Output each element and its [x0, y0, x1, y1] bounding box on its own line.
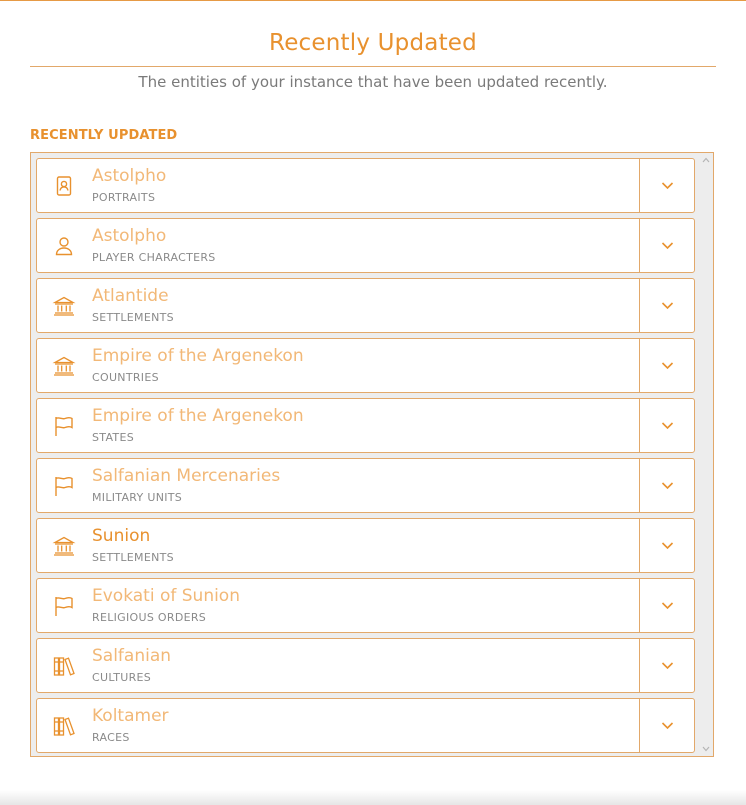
page-subtitle: The entities of your instance that have been updated recently.	[138, 73, 608, 91]
entity-card[interactable]	[36, 338, 695, 393]
entity-name[interactable]: Astolpho	[92, 166, 167, 186]
entity-name[interactable]: Sunion	[92, 526, 151, 546]
flag-icon	[51, 593, 77, 619]
entity-name[interactable]: Salfanian	[92, 646, 172, 666]
chevron-down-icon	[661, 721, 674, 730]
expand-button[interactable]	[639, 639, 694, 692]
expand-button[interactable]	[639, 699, 694, 752]
entity-card[interactable]	[36, 458, 695, 513]
entity-card[interactable]	[36, 278, 695, 333]
entity-card[interactable]	[36, 218, 695, 273]
expand-button[interactable]	[639, 579, 694, 632]
entity-type: STATES	[92, 431, 134, 444]
scrollbar[interactable]	[699, 153, 713, 756]
entity-type: RELIGIOUS ORDERS	[92, 611, 207, 624]
entity-card[interactable]	[36, 578, 695, 633]
flag-icon	[51, 473, 77, 499]
person-icon	[51, 233, 77, 259]
building-icon	[51, 353, 77, 379]
entity-name[interactable]: Empire of the Argenekon	[92, 406, 304, 426]
expand-button[interactable]	[639, 399, 694, 452]
scroll-down-icon[interactable]	[702, 746, 710, 752]
chevron-down-icon	[661, 181, 674, 190]
entity-type: PORTRAITS	[92, 191, 156, 204]
building-icon	[51, 533, 77, 559]
section-label: RECENTLY UPDATED	[30, 128, 178, 143]
entity-type: SETTLEMENTS	[92, 311, 174, 324]
entity-name[interactable]: Astolpho	[92, 226, 167, 246]
chevron-down-icon	[661, 481, 674, 490]
expand-button[interactable]	[639, 279, 694, 332]
chevron-down-icon	[661, 421, 674, 430]
building-icon	[51, 293, 77, 319]
entity-type: SETTLEMENTS	[92, 551, 174, 564]
entity-name[interactable]: Salfanian Mercenaries	[92, 466, 281, 486]
chevron-down-icon	[661, 241, 674, 250]
scroll-up-icon[interactable]	[702, 157, 710, 163]
entity-type: PLAYER CHARACTERS	[92, 251, 216, 264]
entity-name[interactable]: Koltamer	[92, 706, 169, 726]
flag-icon	[51, 413, 77, 439]
recently-updated-list[interactable]	[30, 152, 714, 757]
entity-card[interactable]	[36, 158, 695, 213]
entity-card[interactable]	[36, 638, 695, 693]
entity-name[interactable]: Atlantide	[92, 286, 169, 306]
expand-button[interactable]	[639, 519, 694, 572]
portrait-icon	[51, 173, 77, 199]
entity-card[interactable]	[36, 698, 695, 753]
expand-button[interactable]	[639, 339, 694, 392]
entity-type: CULTURES	[92, 671, 152, 684]
entity-card[interactable]	[36, 398, 695, 453]
expand-button[interactable]	[639, 459, 694, 512]
chevron-down-icon	[661, 661, 674, 670]
chevron-down-icon	[661, 301, 674, 310]
entity-name[interactable]: Evokati of Sunion	[92, 586, 240, 606]
entity-card[interactable]	[36, 518, 695, 573]
title-divider	[30, 66, 716, 67]
expand-button[interactable]	[639, 159, 694, 212]
entity-list	[36, 158, 695, 757]
books-icon	[51, 713, 77, 739]
entity-type: RACES	[92, 731, 130, 744]
expand-button[interactable]	[639, 219, 694, 272]
page-title: Recently Updated	[269, 30, 477, 56]
entity-type: COUNTRIES	[92, 371, 159, 384]
entity-type: MILITARY UNITS	[92, 491, 183, 504]
chevron-down-icon	[661, 361, 674, 370]
chevron-down-icon	[661, 601, 674, 610]
books-icon	[51, 653, 77, 679]
top-divider	[0, 0, 746, 1]
bottom-shadow	[0, 790, 746, 805]
chevron-down-icon	[661, 541, 674, 550]
entity-name[interactable]: Empire of the Argenekon	[92, 346, 304, 366]
